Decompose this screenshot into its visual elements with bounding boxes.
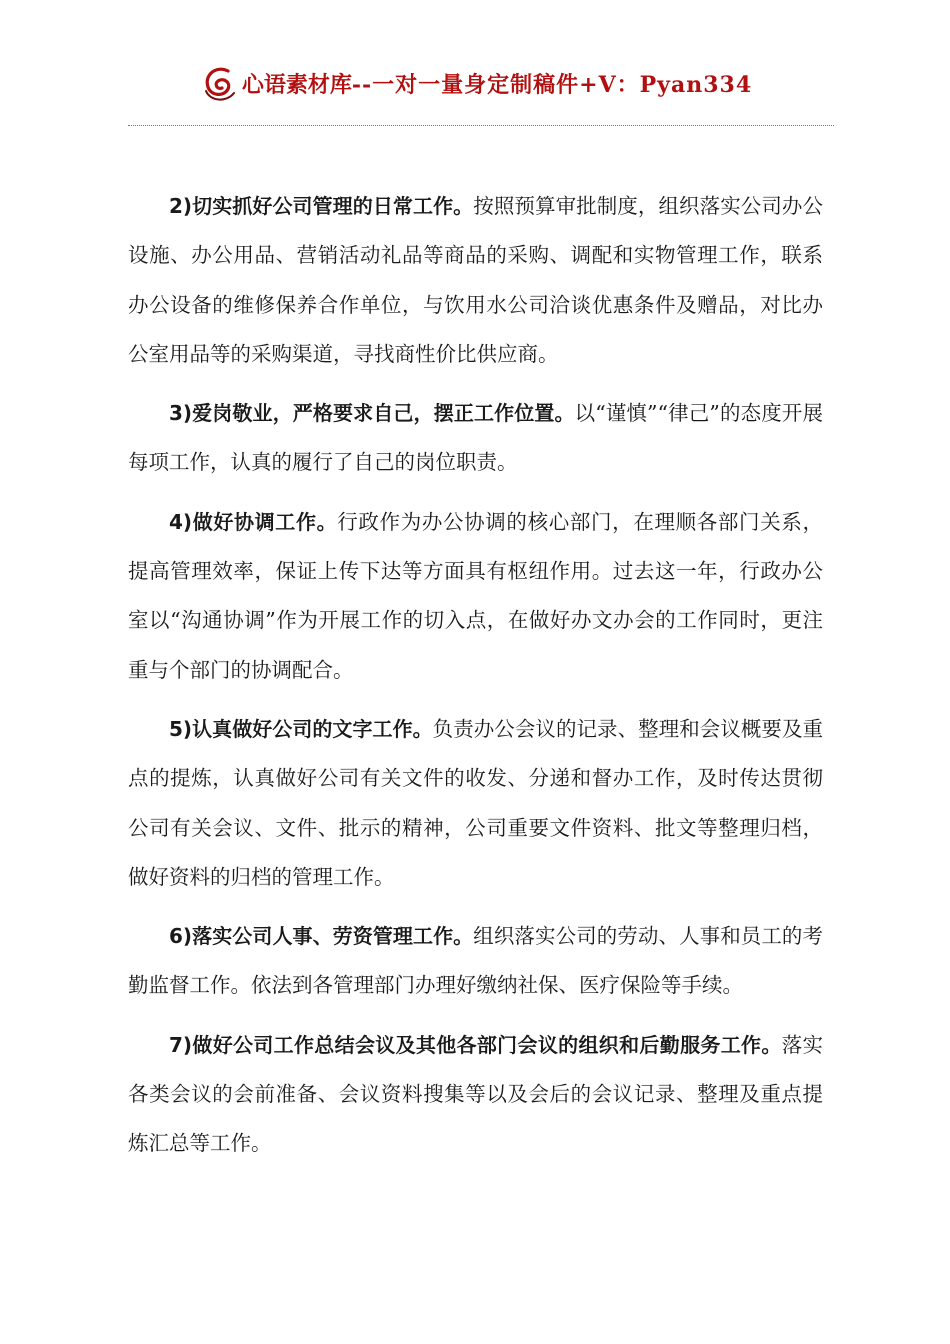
paragraph-body: 落实各类会议的会前准备、会议资料搜集等以及会后的会议记录、整理及重点提炼汇总等工作。 xyxy=(128,1032,824,1156)
header-banner xyxy=(198,58,752,108)
paragraph-heading: 6)落实公司人事、劳资管理工作。 xyxy=(169,924,474,949)
paragraph-body: 组织落实公司的劳动、人事和员工的考勤监督工作。依法到各管理部门办理好缴纳社保、医疗保险等手续。 xyxy=(128,924,824,998)
paragraph-item-4 xyxy=(128,498,823,695)
paragraph-item-3 xyxy=(128,389,823,488)
paragraph-heading: 2)切实抓好公司管理的日常工作。 xyxy=(169,194,474,218)
paragraph-body: 负责办公会议的记录、整理和会议概要及重点的提炼，认真做好公司有关文件的收发、分递和督办工作，及时传达贯彻公司有关会议、文件、批示的精神，公司重要文件资料、批文等整理归档，做好资料的归档的管理工作。 xyxy=(128,716,824,889)
paragraph-item-5 xyxy=(128,705,823,902)
paragraph-body: 按照预算审批制度，组织落实公司办公设施、办公用品、营销活动礼品等商品的采购、调配和实物管理工作，联系办公设备的维修保养合作单位，与饮用水公司洽谈优惠条件及赠品，对比办公室用品等的采购渠道，寻找商性价比供应商。 xyxy=(128,194,824,366)
paragraph-item-6 xyxy=(128,912,823,1011)
document-body xyxy=(128,182,823,1179)
paragraph-heading: 3)爱岗敬业，严格要求自己，摆正工作位置。 xyxy=(169,401,575,426)
paragraph-body: 以“谨慎”“律己”的态度开展每项工作，认真的履行了自己的岗位职责。 xyxy=(128,401,824,475)
paragraph-item-2 xyxy=(128,182,823,379)
header-tagline: --一对一量身定制稿件+V：Pyan334 xyxy=(351,71,753,98)
paragraph-heading: 4)做好协调工作。 xyxy=(169,509,338,534)
paragraph-body: 行政作为办公协调的核心部门，在理顺各部门关系，提高管理效率，保证上传下达等方面具有枢纽作用。过去这一年，行政办公室以“沟通协调”作为开展工作的切入点，在做好办文办会的工作同时，更注重与个部门的协调配合。 xyxy=(128,509,824,682)
paragraph-heading: 5)认真做好公司的文字工作。 xyxy=(169,716,433,741)
paragraph-heading: 7)做好公司工作总结会议及其他各部门会议的组织和后勤服务工作。 xyxy=(169,1032,782,1057)
header-divider xyxy=(128,125,834,126)
paragraph-item-7 xyxy=(128,1021,823,1169)
brand-name: 心语素材库 xyxy=(241,72,352,98)
page-header xyxy=(0,58,950,108)
swirl-logo-icon xyxy=(198,61,242,105)
